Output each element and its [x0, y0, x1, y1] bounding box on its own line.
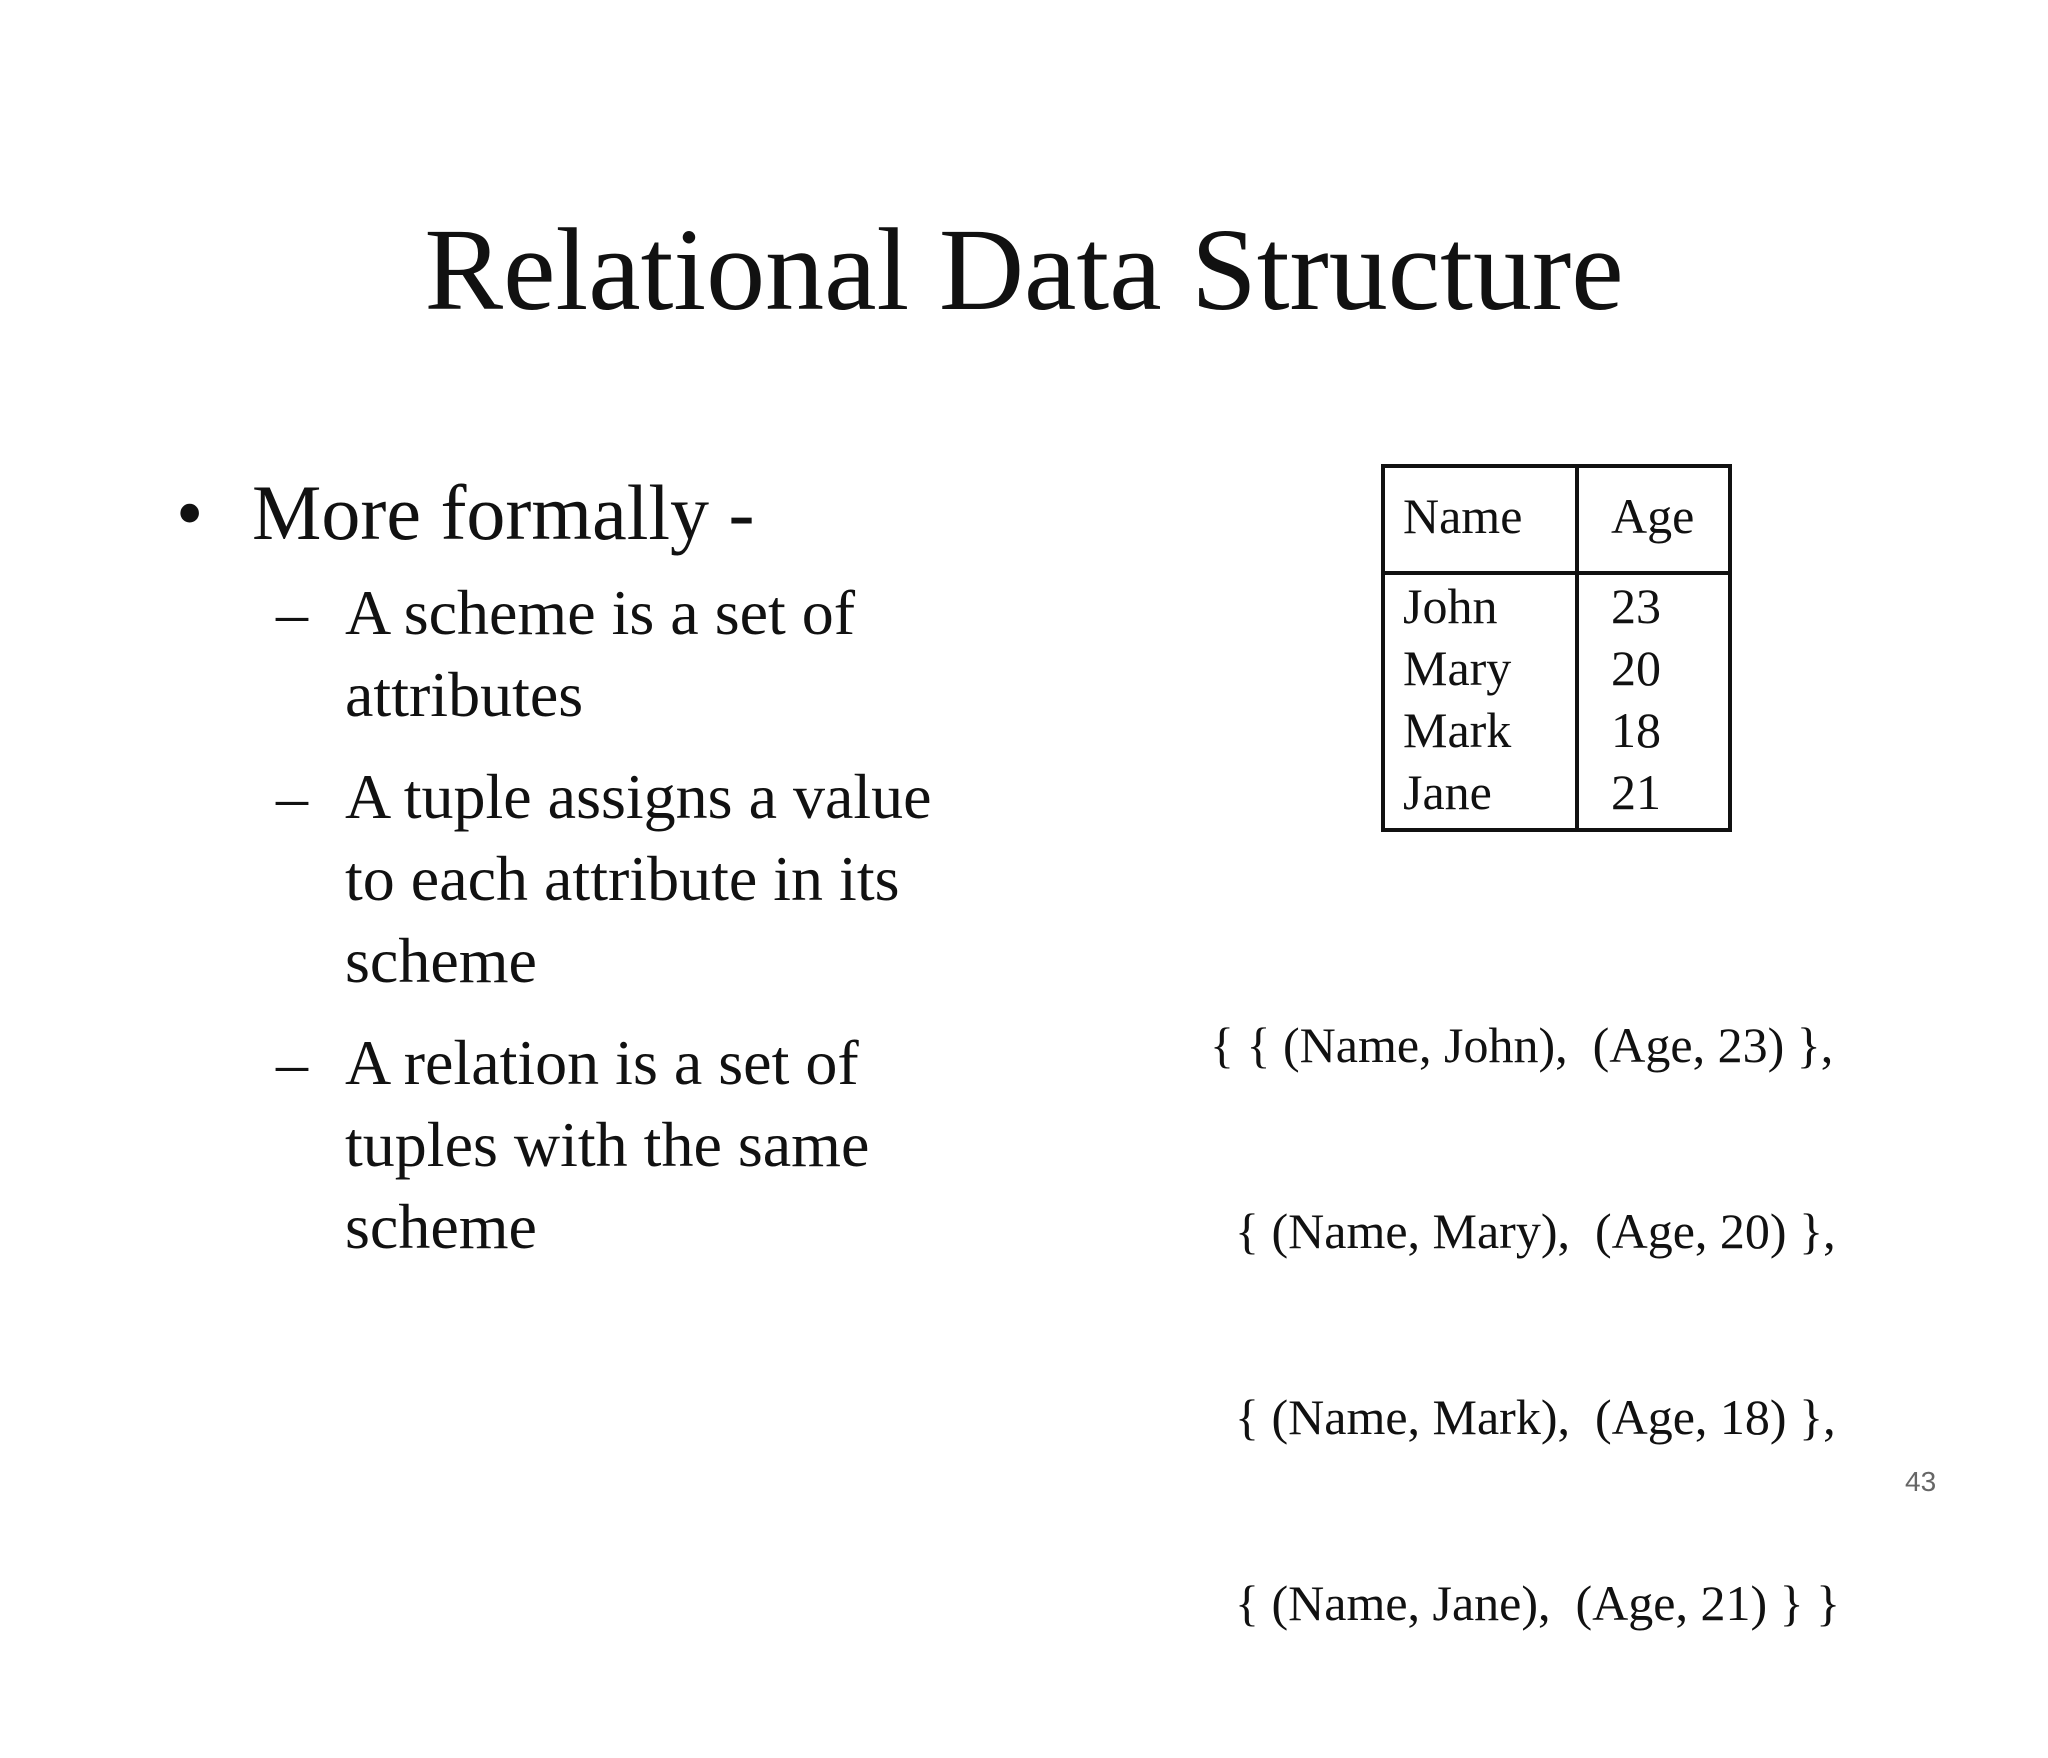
table-cell-age: 20: [1611, 640, 1661, 696]
bullet-marker: •: [176, 469, 204, 556]
sub-bullet-line: scheme: [345, 925, 537, 996]
sub-bullet-tuple: [168, 756, 1068, 1002]
relation-table: [1381, 464, 1732, 832]
sub-bullet-line: A tuple assigns a value: [345, 761, 932, 832]
set-notation-line: { (Name, Jane), (Age, 21) } }: [1210, 1575, 1841, 1631]
table-cell-name: Mark: [1403, 702, 1512, 758]
page-number: 43: [1905, 1466, 1937, 1497]
bullet-list: [168, 468, 1068, 1268]
table-cell-name: John: [1403, 578, 1498, 634]
sub-bullet-line: scheme: [345, 1191, 537, 1262]
table-cell-name: Jane: [1403, 764, 1492, 820]
sub-bullet-line: A relation is a set of: [345, 1027, 859, 1098]
sub-bullet-line: tuples with the same: [345, 1109, 870, 1180]
set-notation-line: { (Name, Mark), (Age, 18) },: [1210, 1389, 1836, 1445]
table-header-age: Age: [1611, 488, 1695, 544]
table-cell-age: 23: [1611, 578, 1661, 634]
table-cell-age: 18: [1611, 702, 1661, 758]
table-cell-age: 21: [1611, 764, 1661, 820]
dash-marker: –: [276, 1027, 308, 1098]
bullet-item: [168, 468, 1068, 558]
dash-marker: –: [276, 577, 308, 648]
table-header-name: Name: [1403, 488, 1523, 544]
set-notation-line: { (Name, Mary), (Age, 20) },: [1210, 1203, 1836, 1259]
sub-bullet-line: to each attribute in its: [345, 843, 900, 914]
dash-marker: –: [276, 761, 308, 832]
set-notation-line: { { (Name, John), (Age, 23) },: [1210, 1017, 1834, 1073]
sub-bullet-line: attributes: [345, 659, 584, 730]
table-column-divider: [1575, 468, 1579, 828]
bullet-text: More formally -: [252, 469, 755, 556]
set-notation: [1210, 890, 1840, 1758]
sub-bullet-relation: [168, 1022, 1068, 1268]
sub-bullet-scheme: [168, 572, 1068, 736]
sub-bullet-line: A scheme is a set of: [345, 577, 856, 648]
table-cell-name: Mary: [1403, 640, 1512, 696]
slide-title: Relational Data Structure: [424, 204, 1624, 335]
